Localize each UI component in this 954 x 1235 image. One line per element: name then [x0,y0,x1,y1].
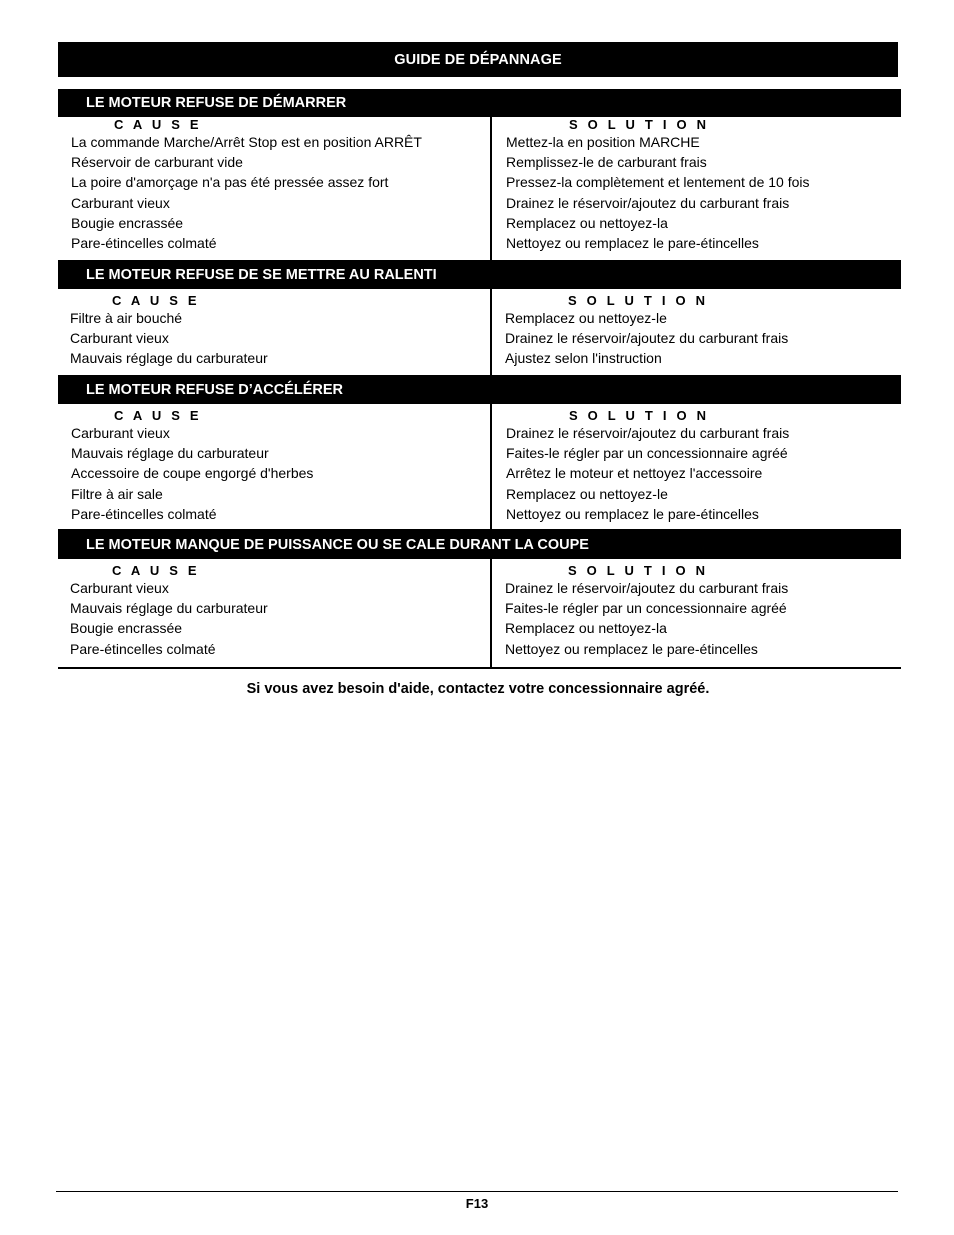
solution-item: Pressez-la complètement et lentement de 10 fois [506,174,810,191]
cause-column [70,293,268,369]
cause-item: Bougie encrassée [71,214,184,231]
solution-item: Mettez-la en position MARCHE [506,134,700,150]
page-title: GUIDE DE DÉPANNAGE [58,42,898,77]
cause-item: Filtre à air sale [71,485,163,502]
section-no-idle [58,261,901,377]
section-table [58,289,901,377]
cause-item: Pare-étincelles colmaté [70,640,216,657]
solution-item: Remplacez ou nettoyez-la [505,620,667,637]
column-divider [490,117,492,260]
cause-item: Réservoir de carburant vide [71,154,243,171]
section-no-acceleration [58,376,901,531]
solution-column [506,408,789,524]
solution-header: S O L U T I O N [568,293,709,308]
cause-item: Filtre à air bouché [70,310,183,326]
section-heading: LE MOTEUR REFUSE DE DÉMARRER [58,89,901,117]
solution-item: Drainez le réservoir/ajoutez du carburant frais [505,580,789,596]
solution-item: Arrêtez le moteur et nettoyez l'accessoire [506,465,763,482]
solution-item: Faites-le régler par un concessionnaire agréé [506,445,788,462]
cause-item: Mauvais réglage du carburateur [70,350,268,367]
column-divider [490,404,492,529]
section-loss-of-power [58,531,901,669]
solution-item: Nettoyez ou remplacez le pare-étincelles [506,505,759,522]
cause-item: Carburant vieux [70,330,169,347]
cause-item: La commande Marche/Arrêt Stop est en position ARRÊT [71,134,422,150]
solution-item: Remplissez-le de carburant frais [506,154,707,171]
cause-item: La poire d'amorçage n'a pas été pressée assez fort [71,174,389,191]
footer-rule [56,1191,898,1192]
solution-header: S O L U T I O N [568,563,709,578]
cause-item: Pare-étincelles colmaté [71,234,217,251]
solution-item: Drainez le réservoir/ajoutez du carburant frais [506,194,790,211]
solution-column [505,563,788,659]
section-no-start [58,89,901,262]
solution-item: Drainez le réservoir/ajoutez du carburant frais [505,330,789,347]
section-heading: LE MOTEUR REFUSE D’ACCÉLÉRER [58,376,901,404]
solution-header: S O L U T I O N [569,117,710,132]
cause-column [70,563,268,659]
solution-item: Remplacez ou nettoyez-la [506,214,668,231]
solution-item: Remplacez ou nettoyez-le [506,485,668,502]
page-number: F13 [465,1196,489,1211]
section-heading: LE MOTEUR REFUSE DE SE METTRE AU RALENTI [58,261,901,289]
cause-header: C A U S E [114,408,202,423]
cause-column [71,117,422,253]
section-table [58,117,901,262]
cause-header: C A U S E [112,293,200,308]
solution-item: Faites-le régler par un concessionnaire agréé [505,600,787,617]
cause-item: Mauvais réglage du carburateur [71,445,269,462]
solution-header: S O L U T I O N [569,408,710,423]
cause-item: Carburant vieux [70,580,169,596]
solution-item: Remplacez ou nettoyez-le [505,310,667,326]
cause-item: Mauvais réglage du carburateur [70,600,268,617]
solution-item: Ajustez selon l'instruction [505,350,662,367]
cause-header: C A U S E [114,117,202,132]
section-table [58,559,901,669]
cause-header: C A U S E [112,563,200,578]
cause-item: Pare-étincelles colmaté [71,505,217,522]
help-note: Si vous avez besoin d'aide, contactez votre concessionnaire agréé. [246,681,710,697]
section-table [58,404,901,531]
cause-item: Bougie encrassée [70,620,183,637]
solution-column [505,293,788,369]
solution-item: Nettoyez ou remplacez le pare-étincelles [506,234,759,251]
solution-column [506,117,810,253]
cause-item: Carburant vieux [71,425,170,441]
cause-column [71,408,313,524]
solution-item: Nettoyez ou remplacez le pare-étincelles [505,640,758,657]
section-heading: LE MOTEUR MANQUE DE PUISSANCE OU SE CALE DURANT LA COUPE [58,531,901,559]
column-divider [490,289,492,375]
cause-item: Accessoire de coupe engorgé d'herbes [71,465,314,482]
cause-item: Carburant vieux [71,194,170,211]
column-divider [490,559,492,667]
solution-item: Drainez le réservoir/ajoutez du carburant frais [506,425,790,441]
